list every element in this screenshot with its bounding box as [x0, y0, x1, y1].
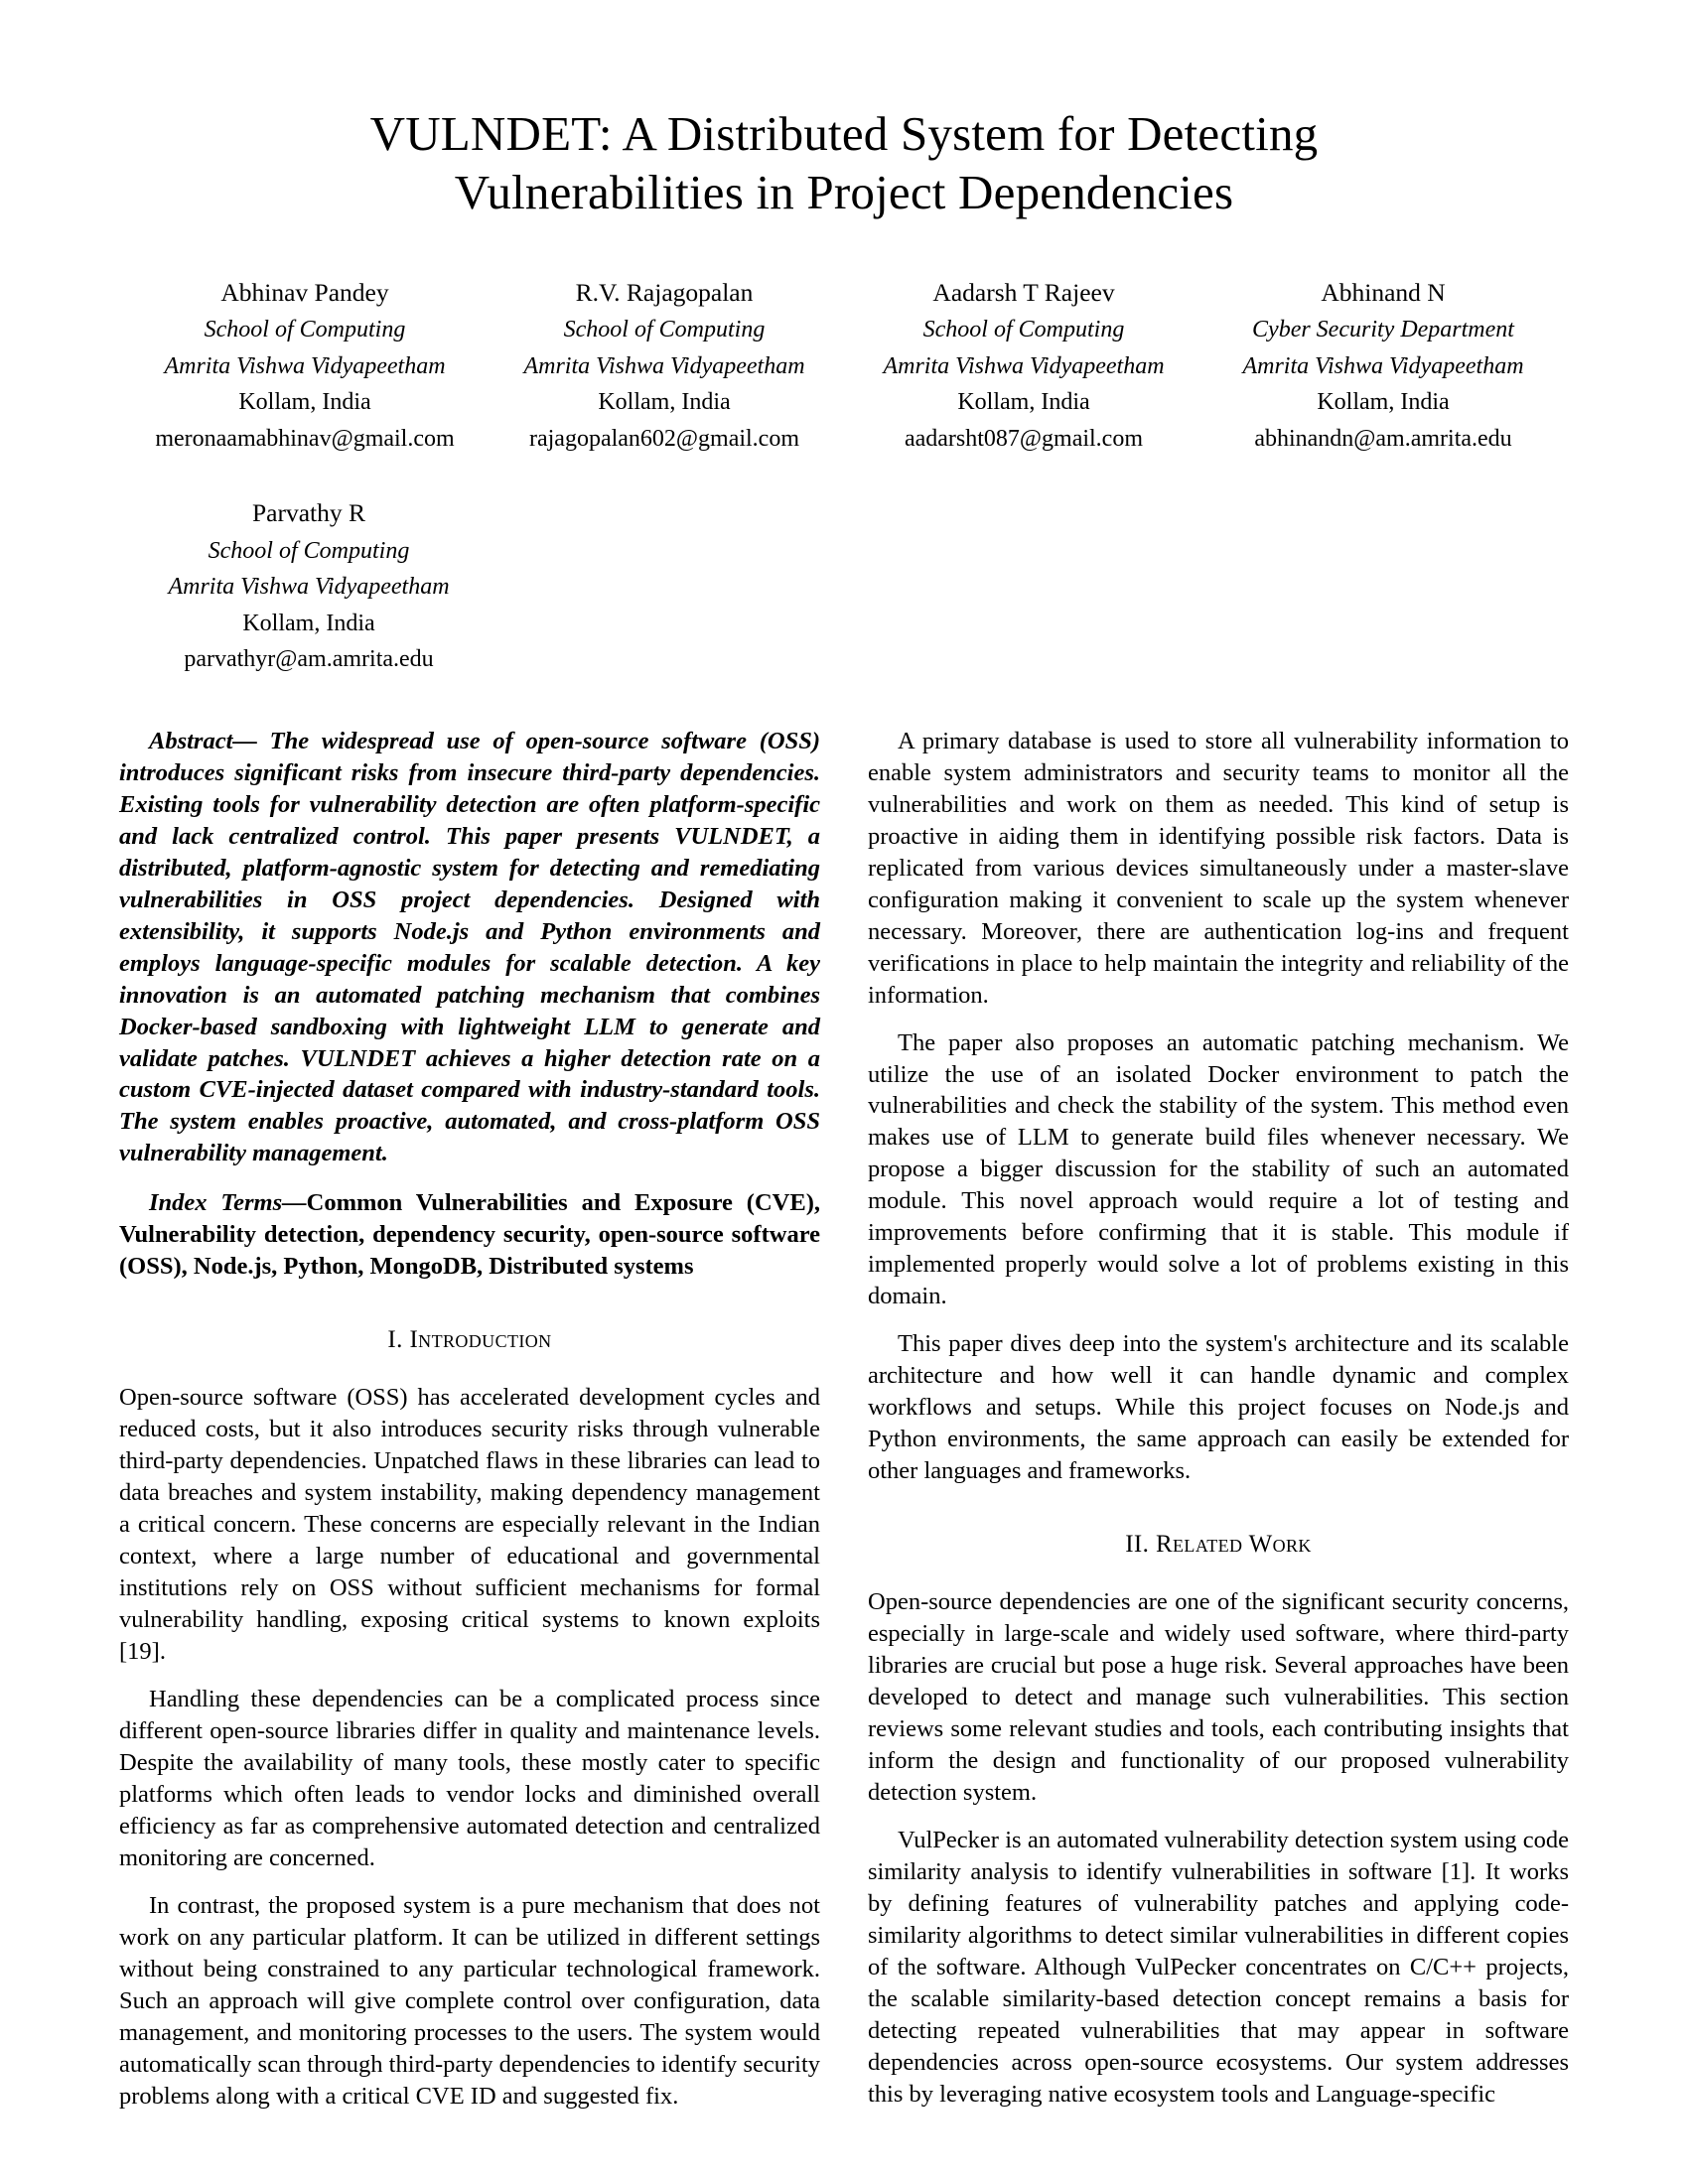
author-department: Cyber Security Department — [1252, 317, 1514, 343]
two-column-body — [119, 726, 1569, 2113]
index-terms-paragraph — [119, 1187, 820, 1283]
author-entry-3 — [1203, 274, 1563, 458]
author-organization: Amrita Vishwa Vidyapeetham — [1242, 352, 1524, 379]
right-column — [868, 726, 1569, 2113]
author-location: Kollam, India — [598, 389, 731, 416]
author-location: Kollam, India — [957, 389, 1090, 416]
author-department: School of Computing — [922, 317, 1125, 343]
author-name: R.V. Rajagopalan — [575, 277, 754, 307]
abstract-label: Abstract— — [149, 727, 257, 754]
left-column — [119, 726, 820, 2113]
section-heading-introduction — [119, 1326, 820, 1354]
abstract-paragraph — [119, 726, 820, 1170]
paragraph-intro-5: The paper also proposes an automatic patching mechanism. We utilize the use of an isolated Docker environment to patch the vulnerabilities and check the stability of the system. This method even makes use of LLM to generate build files whenever necessary. We propose a bigger discussion for the stability of such an automated module. This novel approach would require a lot of testing and improvements before confirming that it is stable. This module if implemented properly would solve a lot of problems existing in this domain. — [868, 1028, 1569, 1310]
paragraph-related-1: Open-source dependencies are one of the significant security concerns, especially in large-scale and widely used software, where third-party libraries are crucial but pose a huge risk. Several approaches have been developed to detect and manage such vulnerabilities. This section reviews some relevant studies and tools, each contributing insights that inform the design and functionality of our proposed vulnerability detection system. — [868, 1588, 1569, 1806]
author-email: aadarsht087@gmail.com — [904, 425, 1144, 452]
author-location: Kollam, India — [242, 610, 375, 636]
author-name: Parvathy R — [251, 498, 366, 528]
author-email: rajagopalan602@gmail.com — [528, 425, 799, 452]
section-numeral: I. — [387, 1326, 403, 1354]
author-name: Aadarsh T Rajeev — [932, 277, 1115, 307]
author-department: School of Computing — [204, 317, 406, 343]
author-entry-2 — [844, 274, 1203, 458]
author-email: meronaamabhinav@gmail.com — [155, 425, 455, 452]
paragraph-intro-4: A primary database is used to store all vulnerability information to enable system administrators and security teams to monitor all the vulnerabilities and work on them as needed. This kind of setup is proactive in aiding them in identifying possible risk factors. Data is replicated from various devices simultaneously under a master-slave configuration making it convenient to scale up the system whenever necessary. Moreover, there are authentication log-ins and frequent verifications in place to help maintain the integrity and reliability of the information. — [868, 727, 1569, 1009]
author-location: Kollam, India — [1317, 389, 1450, 416]
index-terms-label: Index Terms— — [149, 1189, 307, 1217]
index-terms-text: Common Vulnerabilities and Exposure (CVE), Vulnerability detection, dependency security, open-source software (OSS), Node.js, Python, MongoDB, Distributed systems — [119, 1189, 820, 1281]
section-title: Introduction — [409, 1326, 552, 1354]
author-department: School of Computing — [563, 317, 766, 343]
author-organization: Amrita Vishwa Vidyapeetham — [523, 352, 805, 379]
author-entry-0 — [125, 274, 485, 458]
section-title: Related Work — [1155, 1531, 1312, 1559]
title-line-1: VULNDET: A Distributed System for Detecting — [369, 106, 1319, 161]
author-name: Abhinand N — [1321, 277, 1446, 307]
abstract-text: The widespread use of open-source software (OSS) introduces significant risks from insecure third-party dependencies. Existing tools for vulnerability detection are often platform-specific and lack centralized control. This paper presents VULNDET, a distributed, platform-agnostic system for detecting and remediating vulnerabilities in OSS project dependencies. Designed with extensibility, it supports Node.js and Python environments and employs language-specific modules for scalable detection. A key innovation is an automated patching mechanism that combines Docker-based sandboxing with lightweight LLM to generate and validate patches. VULNDET achieves a higher detection rate on a custom CVE-injected dataset compared with industry-standard tools. The system enables proactive, automated, and cross-platform OSS vulnerability management. — [119, 727, 820, 1167]
paragraph-intro-1: Open-source software (OSS) has accelerated development cycles and reduced costs, but it also introduces security risks through vulnerable third-party dependencies. Unpatched flaws in these libraries can lead to data breaches and system instability, making dependency management a critical concern. These concerns are especially relevant in the Indian context, where a large number of educational and governmental institutions rely on OSS without sufficient mechanisms for formal vulnerability handling, exposing critical systems to known exploits [19]. — [119, 1384, 820, 1666]
section-heading-related-work — [868, 1531, 1569, 1559]
paragraph-intro-3: In contrast, the proposed system is a pure mechanism that does not work on any particular platform. It can be utilized in different settings without being constrained to any particular technological framework. Such an approach will give complete control over configuration, data management, and monitoring processes to the users. The system would automatically scan through third-party dependencies to identify security problems along with a critical CVE ID and suggested fix. — [119, 1891, 820, 2110]
author-location: Kollam, India — [238, 389, 371, 416]
author-entry-1 — [485, 274, 844, 458]
author-organization: Amrita Vishwa Vidyapeetham — [168, 574, 450, 601]
author-name: Abhinav Pandey — [220, 277, 389, 307]
author-organization: Amrita Vishwa Vidyapeetham — [883, 352, 1165, 379]
author-block-row-1 — [119, 274, 1569, 458]
page-title — [179, 104, 1509, 222]
author-entry-4 — [125, 494, 492, 678]
paragraph-intro-2: Handling these dependencies can be a complicated process since different open-source libraries differ in quality and maintenance levels. Despite the availability of many tools, these mostly cater to specific platforms which often leads to vendor locks and diminished overall efficiency as far as comprehensive automated detection and centralized monitoring are concerned. — [119, 1686, 820, 1871]
paragraph-intro-6: This paper dives deep into the system's architecture and its scalable architecture and how well it can handle dynamic and complex workflows and setups. While this project focuses on Node.js and Python environments, the same approach can easily be extended for other languages and frameworks. — [868, 1330, 1569, 1485]
author-block-row-2 — [119, 494, 1569, 678]
paragraph-related-2: VulPecker is an automated vulnerability detection system using code similarity analysis to identify vulnerabilities in software [1]. It works by defining features of vulnerability patches and applying code-similarity algorithms to detect similar vulnerabilities in different copies of the software. Although VulPecker concentrates on C/C++ projects, the scalable similarity-based detection concept remains a basis for detecting repeated vulnerabilities that may appear in software dependencies across open-source ecosystems. Our system addresses this by leveraging native ecosystem tools and Language-specific — [868, 1826, 1569, 2108]
author-department: School of Computing — [208, 537, 410, 564]
author-email: abhinandn@am.amrita.edu — [1254, 425, 1512, 452]
author-email: parvathyr@am.amrita.edu — [184, 646, 434, 673]
title-line-2: Vulnerabilities in Project Dependencies — [454, 165, 1234, 220]
section-numeral: II. — [1125, 1531, 1150, 1559]
author-organization: Amrita Vishwa Vidyapeetham — [164, 352, 446, 379]
